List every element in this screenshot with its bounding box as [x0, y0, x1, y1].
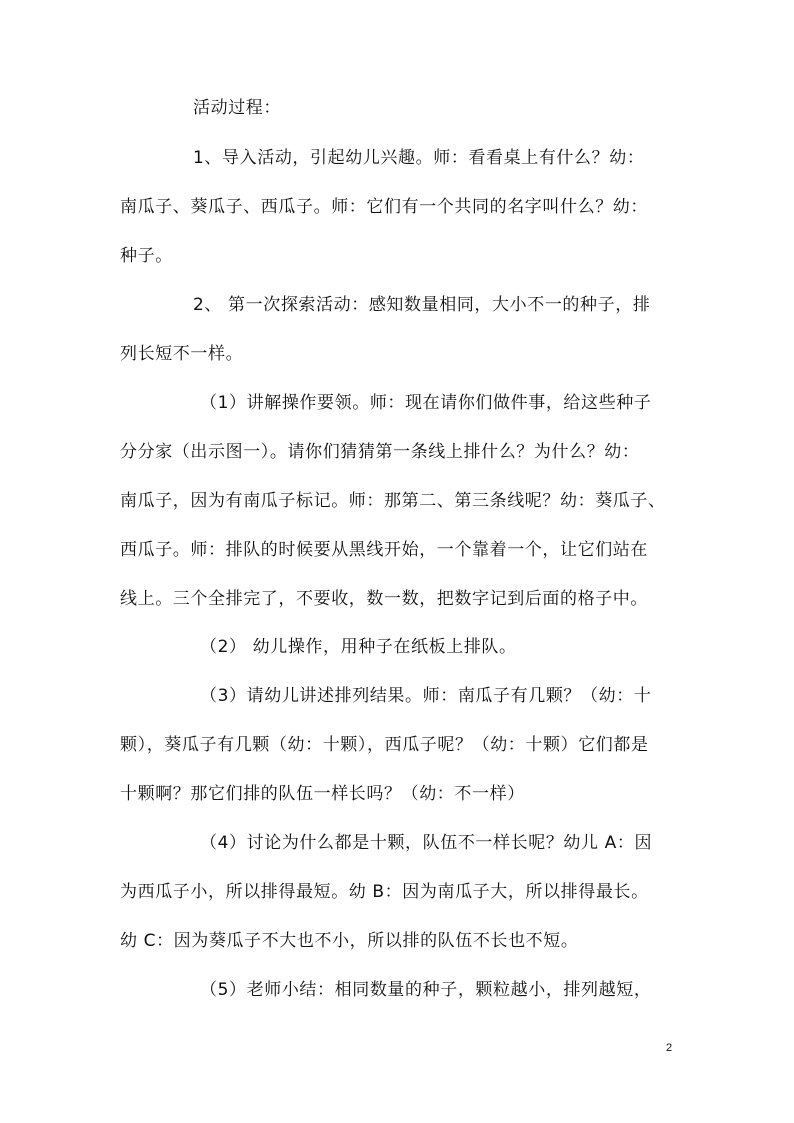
paragraph-line: （3）请幼儿讲述排列结果。师：南瓜子有几颗？（幼：十	[200, 686, 652, 706]
paragraph-line: 颗），葵瓜子有几颗（幼：十颗），西瓜子呢？（幼：十颗）它们都是	[120, 735, 649, 755]
paragraph-line: 十颗啊？那它们排的队伍一样长吗？（幼：不一样）	[120, 784, 525, 804]
paragraph-line: （4）讨论为什么都是十颗，队伍不一样长呢？幼儿 A：因	[200, 833, 653, 853]
paragraph-line: 分分家（出示图一）。请你们猜猜第一条线上排什么？为什么？幼：	[120, 442, 640, 462]
paragraph-line: 为西瓜子小，所以排得最短。幼 B：因为南瓜子大，所以排得最长。	[120, 882, 649, 902]
paragraph-line: 南瓜子、葵瓜子、西瓜子。师：它们有一个共同的名字叫什么？幼：	[120, 197, 648, 217]
paragraph-line: （1）讲解操作要领。师：现在请你们做件事，给这些种子	[200, 393, 652, 413]
paragraph-line: （5）老师小结：相同数量的种子，颗粒越小，排列越短，	[200, 980, 652, 1000]
paragraph-line: 西瓜子。师：排队的时候要从黑线开始，一个靠着一个，让它们站在	[120, 540, 648, 560]
paragraph-line: 1、导入活动，引起幼儿兴趣。师：看看桌上有什么？幼：	[193, 148, 645, 168]
page-number: 2	[666, 1042, 673, 1054]
paragraph-line: 列长短不一样。	[120, 344, 244, 364]
paragraph-line: （2） 幼儿操作，用种子在纸板上排队。	[200, 637, 517, 657]
paragraph-line: 2、 第一次探索活动：感知数量相同，大小不一的种子，排	[193, 295, 651, 315]
paragraph-line: 种子。	[120, 246, 173, 266]
paragraph-line: 南瓜子，因为有南瓜子标记。师：那第二、第三条线呢？幼：葵瓜子、	[120, 491, 666, 511]
paragraph-line: 线上。三个全排完了，不要收，数一数，把数字记到后面的格子中。	[120, 589, 648, 609]
section-heading: 活动过程：	[193, 98, 281, 118]
paragraph-line: 幼 C：因为葵瓜子不大也不小，所以排的队伍不长也不短。	[120, 931, 579, 951]
